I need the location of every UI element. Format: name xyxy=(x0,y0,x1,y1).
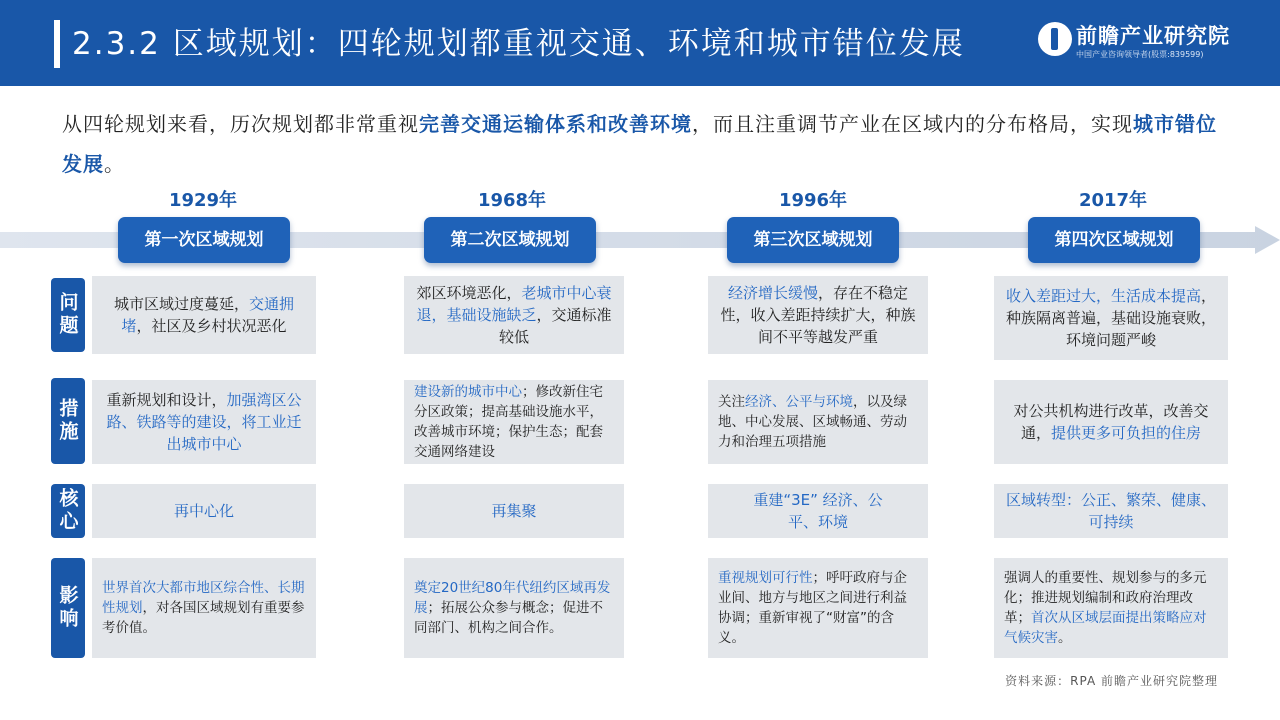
cell-measure-4: 对公共机构进行改革，改善交通，提供更多可负担的住房 xyxy=(994,380,1228,464)
cell-measure-1: 重新规划和设计，加强湾区公路、铁路等的建设，将工业迁出城市中心 xyxy=(92,380,316,464)
row-label-problem: 问题 xyxy=(51,278,85,352)
cell-core-1: 再中心化 xyxy=(92,484,316,538)
cell-measure-3: 关注经济、公平与环境，以及绿地、中心发展、区域畅通、劳动力和治理五项措施 xyxy=(708,380,928,464)
intro-paragraph xyxy=(62,104,1232,184)
brand-logo xyxy=(1038,18,1248,70)
plan-title-4: 第四次区域规划 xyxy=(1028,217,1200,263)
cell-core-2: 再集聚 xyxy=(404,484,624,538)
intro-text-3: 。 xyxy=(104,152,125,176)
year-label-2: 1968年 xyxy=(477,190,547,211)
page-title: 2.3.2 区域规划：四轮规划都重视交通、环境和城市错位发展 xyxy=(72,26,965,62)
cell-problem-1: 城市区域过度蔓延，交通拥堵，社区及乡村状况恶化 xyxy=(92,276,316,354)
cell-measure-2: 建设新的城市中心；修改新住宅分区政策；提高基础设施水平，改善城市环境；保护生态；配套交通网络建设 xyxy=(404,380,624,464)
cell-impact-3: 重视规划可行性；呼吁政府与企业间、地方与地区之间进行利益协调；重新审视了“财富”的含义。 xyxy=(708,558,928,658)
intro-text-2: ，而且注重调节产业在区域内的分布格局，实现 xyxy=(692,112,1133,136)
intro-text-1: 从四轮规划来看，历次规划都非常重视 xyxy=(62,112,419,136)
cell-core-3: 重建“3E” 经济、公平、环境 xyxy=(708,484,928,538)
header-banner xyxy=(0,0,1280,86)
cell-problem-2: 郊区环境恶化，老城市中心衰退，基础设施缺乏，交通标准较低 xyxy=(404,276,624,354)
intro-emphasis-1: 完善交通运输体系和改善环境 xyxy=(419,112,692,136)
title-accent-bar xyxy=(54,20,60,68)
cell-problem-4: 收入差距过大，生活成本提高，种族隔离普遍，基础设施衰败，环境问题严峻 xyxy=(994,276,1228,360)
plan-title-2: 第二次区域规划 xyxy=(424,217,596,263)
year-label-3: 1996年 xyxy=(778,190,848,211)
row-label-impact: 影响 xyxy=(51,558,85,658)
row-label-measure: 措施 xyxy=(51,378,85,464)
source-note: 资料来源：RPA 前瞻产业研究院整理 xyxy=(1005,674,1218,688)
logo-subtitle: 中国产业咨询领导者(股票:839599) xyxy=(1076,50,1204,59)
row-label-core: 核心 xyxy=(51,484,85,538)
cell-problem-3: 经济增长缓慢，存在不稳定性，收入差距持续扩大，种族间不平等越发严重 xyxy=(708,276,928,354)
cell-impact-4: 强调人的重要性、规划参与的多元化；推进规划编制和政府治理改革；首次从区域层面提出策略应对气候灾害。 xyxy=(994,558,1228,658)
cell-core-4: 区域转型：公正、繁荣、健康、可持续 xyxy=(994,484,1228,538)
intro-emphasis-2: 城市错位发展 xyxy=(62,112,1217,176)
cell-impact-2: 奠定20世纪80年代纽约区域再发展；拓展公众参与概念；促进不同部门、机构之间合作。 xyxy=(404,558,624,658)
logo-name: 前瞻产业研究院 xyxy=(1076,24,1230,48)
year-label-4: 2017年 xyxy=(1078,190,1148,211)
plan-title-3: 第三次区域规划 xyxy=(727,217,899,263)
year-label-1: 1929年 xyxy=(168,190,238,211)
plan-title-1: 第一次区域规划 xyxy=(118,217,290,263)
logo-mark-icon xyxy=(1038,22,1072,56)
cell-impact-1: 世界首次大都市地区综合性、长期性规划，对各国区域规划有重要参考价值。 xyxy=(92,558,316,658)
